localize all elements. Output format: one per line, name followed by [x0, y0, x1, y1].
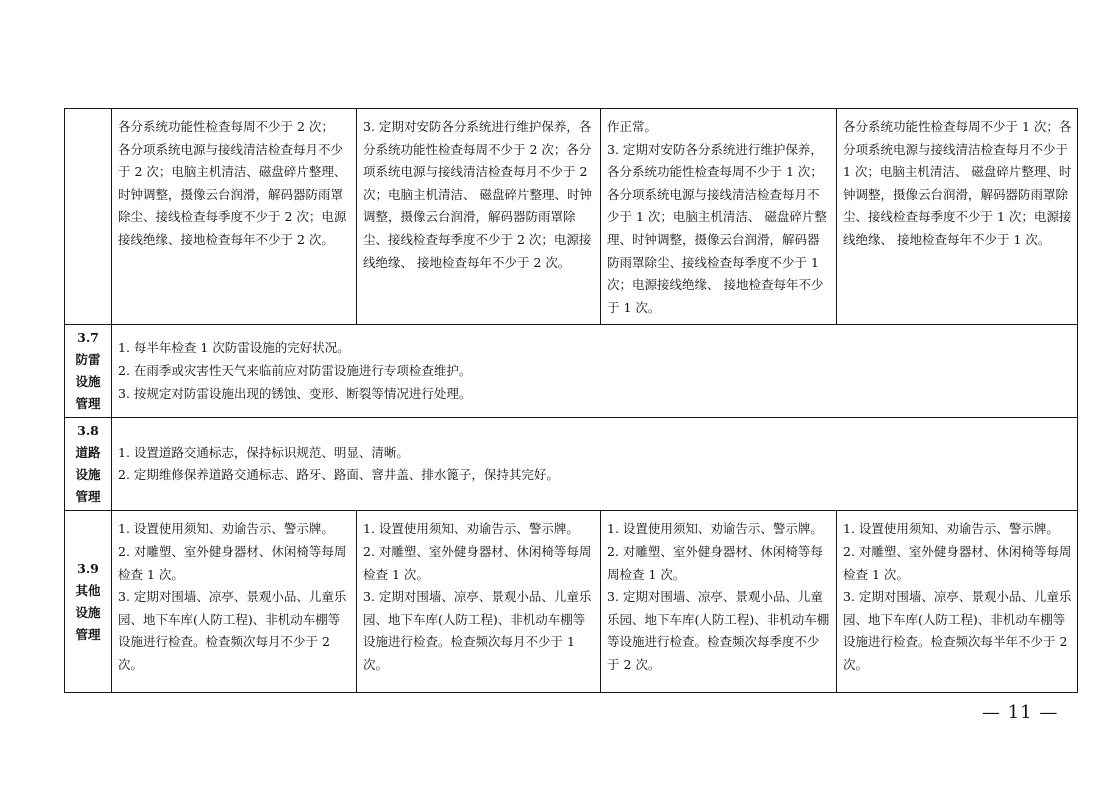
- row-label-3-7: 3.7 防雷 设施 管理: [65, 325, 112, 418]
- cell-top-col3: 作正常。 3. 定期对安防各分系统进行维护保养，各分系统功能性检查每周不少于 1 次；各分项系统电源与接线清洁检查每月不少于 1 次；电脑主机清洁、 磁盘碎片整理、时钟调整，摄像云台润滑，解码器防雨罩除尘、接线检查每季度不少于 1 次；电源接线绝缘、 接地检查每年不少于 1 次。: [601, 109, 837, 325]
- cell-top-col4: 各分系统功能性检查每周不少于 1 次；各分项系统电源与接线清洁检查每月不少于 1 次；电脑主机清洁、 磁盘碎片整理、时钟调整，摄像云台润滑，解码器防雨罩除尘、接线检查每季度不少于 1 次；电源接线绝缘、 接地检查每年不少于 1 次。: [837, 109, 1078, 325]
- table-row: [65, 325, 1078, 418]
- cell-3-7-content: 1. 每半年检查 1 次防雷设施的完好状况。 2. 在雨季或灾害性天气来临前应对防雷设施进行专项检查维护。 3. 按规定对防雷设施出现的锈蚀、变形、断裂等情况进行处理。: [112, 325, 1078, 418]
- row-label-3-8: 3.8 道路 设施 管理: [65, 418, 112, 511]
- cell-3-9-col1: 1. 设置使用须知、劝谕告示、警示牌。 2. 对雕塑、室外健身器材、休闲椅等每周检查 1 次。 3. 定期对围墙、凉亭、景观小品、儿童乐园、地下车库(人防工程)、非机动车棚等设施进行检查。检查频次每月不少于 2 次。: [112, 511, 357, 693]
- table-row: [65, 418, 1078, 511]
- cell-top-col1: 各分系统功能性检查每周不少于 2 次； 各分项系统电源与接线清洁检查每月不少于 2 次；电脑主机清洁、磁盘碎片整理、时钟调整，摄像云台润滑，解码器防雨罩除尘、接线检查每季度不少于 2 次；电源接线绝缘、接地检查每年不少于 2 次。: [112, 109, 357, 325]
- cell-3-9-col4: 1. 设置使用须知、劝谕告示、警示牌。 2. 对雕塑、室外健身器材、休闲椅等每周检查 1 次。 3. 定期对围墙、凉亭、景观小品、儿童乐园、地下车库(人防工程)、非机动车棚等设施进行检查。检查频次每半年不少于 2 次。: [837, 511, 1078, 693]
- table-row: [65, 109, 1078, 325]
- page-number: — 11 —: [982, 702, 1059, 723]
- cell-top-col2: 3. 定期对安防各分系统进行维护保养，各分系统功能性检查每周不少于 2 次；各分项系统电源与接线清洁检查每月不少于 2 次；电脑主机清洁、 磁盘碎片整理、时钟调整，摄像云台润滑，解码器防雨罩除尘、接线检查每季度不少于 2 次；电源接线绝缘、 接地检查每年不少于 2 次。: [357, 109, 601, 325]
- cell-3-9-col3: 1. 设置使用须知、劝谕告示、警示牌。 2. 对雕塑、室外健身器材、休闲椅等每周检查 1 次。 3. 定期对围墙、凉亭、景观小品、儿童乐园、地下车库(人防工程)、非机动车棚等设施进行检查。检查频次每季度不少于 2 次。: [601, 511, 837, 693]
- row-label-3-9: 3.9 其他 设施 管理: [65, 511, 112, 693]
- empty-label-cell: [65, 109, 112, 325]
- cell-3-8-content: 1. 设置道路交通标志，保持标识规范、明显、清晰。 2. 定期维修保养道路交通标志、路牙、路面、窨井盖、排水篦子，保持其完好。: [112, 418, 1078, 511]
- cell-3-9-col2: 1. 设置使用须知、劝谕告示、警示牌。 2. 对雕塑、室外健身器材、休闲椅等每周检查 1 次。 3. 定期对围墙、凉亭、景观小品、儿童乐园、地下车库(人防工程)、非机动车棚等设施进行检查。检查频次每月不少于 1 次。: [357, 511, 601, 693]
- standards-table: [64, 108, 1078, 693]
- table-row: [65, 511, 1078, 693]
